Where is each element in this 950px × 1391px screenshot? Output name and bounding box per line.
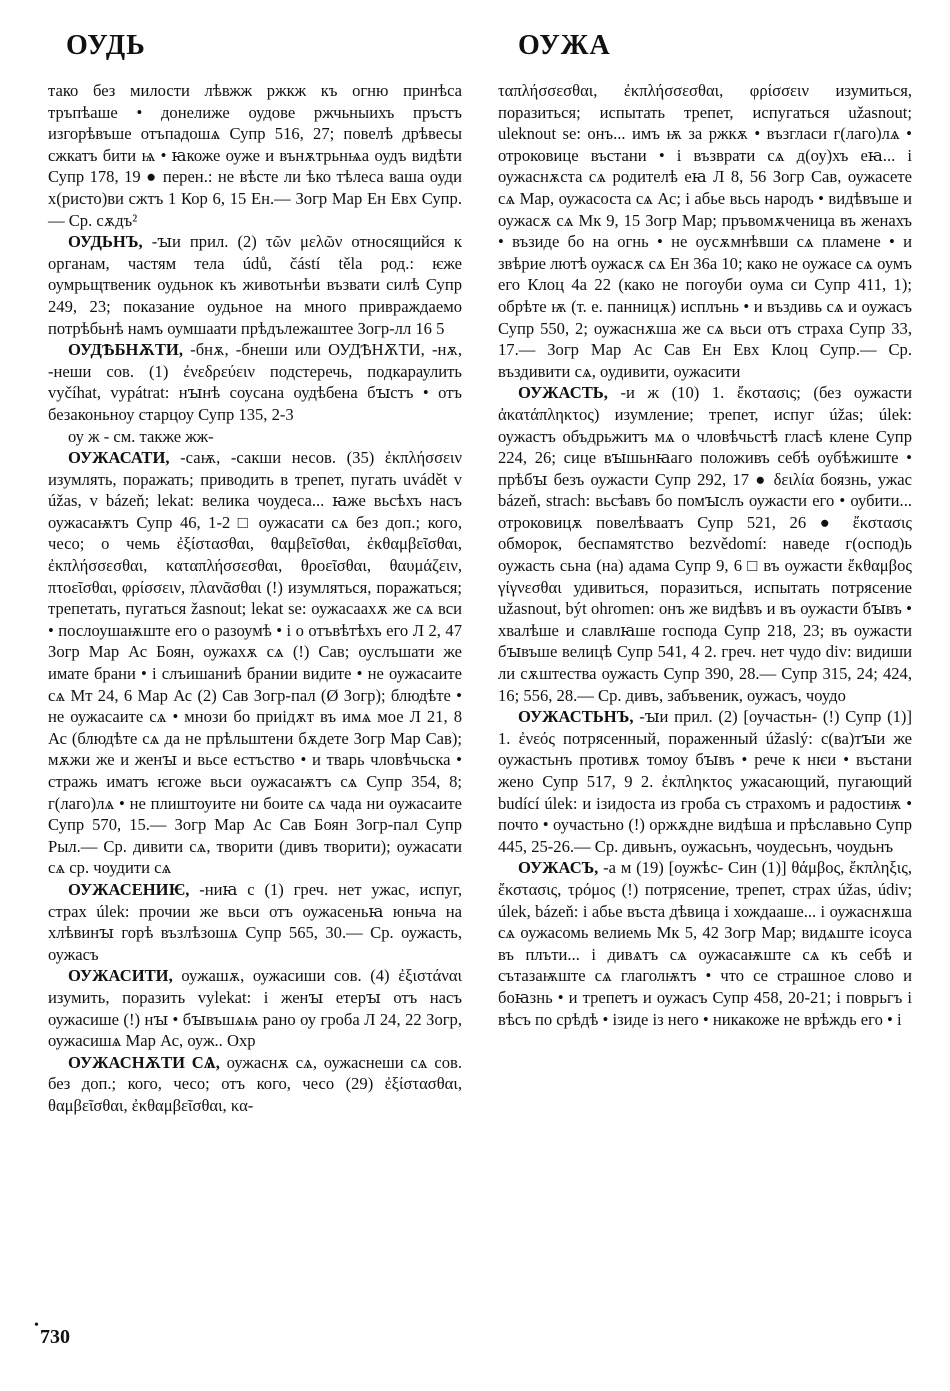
entry-headword: ОУЖАСНѪТИ СѦ,: [68, 1052, 220, 1072]
running-head-right: ОУЖА: [518, 30, 611, 61]
dictionary-entry: [48, 447, 462, 879]
entry-headword: ОУЖАСЪ,: [518, 858, 599, 878]
dictionary-entry: [48, 80, 462, 231]
entry-headword: ОУДЬНЪ,: [68, 232, 143, 252]
entry-body: -ниꙗ с (1) греч. нет ужас, испуг, страх úlek: прочии же вьси отъ оужасеньꙗ юньча на хлѣвинꙑ горѣ възлѣзошѧ Супр 565, 30.— Ср. оужасть, оужасъ: [48, 879, 462, 964]
entry-body: -саѭ, -сакши несов. (35) ἐκπλήσσειν изумлять, поражать; приводить в трепет, пугать uvádět v úžas, v bázeň; lekat: велика чоудеса... ꙗже вьсѣхъ насъ оужасаѭтъ Супр 46, 1-2 □ оужасати сѧ без доп.; кого, чесо; о чемь ἐξίστασθαι, θαμβεῖσθαι, ἐκθαμβεῖσθαι, ἐκπλήσσεσθαι, καταπλήσσεσθαι, θροεῖσθαι, θαυμάζειν, πτοεῖσθαι, φρίσσειν, πλανᾶσθαι (!) изумляться, поражаться; трепетать, пугаться žasnout; lekat se: оужасаахѫ же сѧ вси • послоушаѭште его о разоумѣ • і о отъвѣтѣхъ его Л 2, 47 Зогр Мар Ас Боян, оужахѫ сѧ (!) Сав; оуслъшати же имате брани • і слъишаниѣ брании видите • не оужасаите сѧ Мт 24, 6 Мар Ас (2) Сав Зогр-пал (Ø Зогр); блюдѣте • не оужасаите сѧ • мнози бо приідѫт въ имѧ мое Л 21, 8 Ас (блюдѣте сѧ да не прѣльштени бѫдете Зогр Мар Сав); мѫжи же и женꙑ и вьсе естъство • и тварь чловѣчьска • стражь иматъ ѥгоже вьси оужасаѭтъ сѧ Супр 354, 8; г(лаго)лѧ • не плиштоуите ни боите сѧ чада ни оужасаите Супр 570, 15.— Зогр Мар Ас Сав Боян Зогр-пал Супр Рыл.— Ср. дивити сѧ, творити (дивъ творити); оужасати сѧ ср. чоудити сѧ: [48, 448, 462, 878]
dictionary-entry: [48, 231, 462, 339]
entry-body: -а м (19) [оужѣс- Син (1)] θάμβος, ἔκπληξις, ἔκστασις, τρόμος (!) потрясение, трепет, страх úžas, údiv; úlek, bázeň: і абье въста дѣвица і хождааше... і оужаснѫша сѧ оужасомь велиемь Мк 5, 42 Зогр Мар; видѧште ісоуса въ плъти... і дивѧтъ сѧ оужасаѭште сѧ къ себѣ и сътазаѭште сѧ глаголѭтъ • что се страшное слово и боꙗзнь • и трепетъ и оужасъ Супр 458, 20-21; і поврьгъ і вѣсъ по срѣдѣ • ізиде із него • никакоже не врѣждь его • і: [498, 858, 912, 1029]
entry-body: оужашѫ, оужасиши сов. (4) ἐξιστάναι изумить, поразить vylekat: і женꙑ етерꙑ отъ насъ оужасише (!) нꙑ • бꙑвъшѧѩ рано оу гроба Л 24, 22 Зогр, оужасишѧ Мар Ас, оуж.. Охр: [48, 966, 462, 1051]
right-column: [498, 80, 912, 1030]
entry-body: -ꙑи прил. (2) [оучастьн- (!) Супр (1)] 1. ἐνεός потрясенный, пораженный úžaslý: с(ва)тꙑи же оужастьнъ противѫ томоу бꙑвъ • рече к нѥи • въстани жено Супр 517, 9 2. ἐκπληκτος ужасающий, пугающий budící úlek: и ізидоста из гроба съ страхомъ и радостиѭ • почто • оучастьно (!) оржѫдне видѣша и прѣславьно Супр 445, 25-26.— Ср. дивьнъ, оужасьнъ, чоудесьнъ, чоудьнъ: [498, 707, 912, 856]
dictionary-entry: [498, 857, 912, 1030]
entry-headword: ОУЖАСЕНИѤ,: [68, 879, 190, 899]
entry-headword: ОУЖАСИТИ,: [68, 966, 173, 986]
entry-body: -ꙑи прил. (2) τῶν μελῶν относящийся к органам, частям тела údů, částí těla род.: ѥже оумрьщтвеник оудьнок къ животьнѣи възвати силѣ Супр 249, 23; показание оудьное на много привраждаемо потрѣбьнѣ намъ оумшаати прѣдълежаштее Зогр-лл 16 5: [48, 232, 462, 338]
dictionary-entry: [498, 80, 912, 382]
entry-headword: ОУДѢБНѪТИ,: [68, 340, 183, 360]
dictionary-entry: [498, 706, 912, 857]
entry-headword: ОУЖАСТЬ,: [518, 383, 608, 403]
entry-body: ταπλήσσεσθαι, ἐκπλήσσεσθαι, φρίσσειν изумиться, поразиться; испытать трепет, испугаться užasnout; uleknout se: онъ... имъ ѭ за ржкѫ • възгласи г(лаго)лѧ • отроковице въстани • і възврати сѧ д(оу)хъ еꙗ... і оужаснѫста сѧ родителѣ еꙗ Л 8, 56 Зогр Сав, оужасете сѧ Мар, оужасоста сѧ Ас; і абье вьсь народъ • видѣвъше и оужасѫ сѧ Мк 9, 15 Зогр Мар; пръвомѫченица въ женахъ • възиде бо на огнь • не оусѫмнѣвши сѧ пламене • и звѣрие лютѣ оужасѫ сѧ Ен 36а 10; како не оужасе сѧ оумъ его Клоц 4а 22 (како не погоуби оума си Супр 411, 1); обрѣте ѭ (т. е. панницѫ) исплънь • и въздивь сѧ и оужасъ Супр 550, 2; оужаснѫша же сѧ вьси отъ страха Супр 33, 17.— Зогр Мар Ас Сав Ен Евх Клоц Супр.— Ср. въздивити сѧ, оудивити, оужасити: [498, 81, 912, 381]
dictionary-entry: [48, 426, 462, 448]
page-number: 730: [40, 1326, 70, 1348]
dictionary-entry: [48, 879, 462, 965]
entry-body: -и ж (10) 1. ἔκστασις; (без оужасти ἀκατάπληκτος) изумление; трепет, испуг úžas; úlek: оужастъ объдрьжитъ мѧ о чловѣчьстѣ гласѣ клене Супр 224, 26; сице вꙑшьнꙗаго положивъ себѣ оубѣжиште • прѣбꙑ безъ оужасти Супр 292, 17 ● δειλία боязнь, ужас bázeň, strach: вьсѣавъ бо помꙑслъ оужасти его • оубити... отроковицѫ повелѣваатъ Супр 521, 26 ● ἔκστασις обморок, беспамятство bezvědomí: наведе г(оспод)ь оужасть сьна (на) адама Супр 9, 6 □ въ оужасти ἔκθαμβος γίγνεσθαι удивиться, поразиться, испытать потрясение užasnout, být ohromen: онъ же видѣвъ и въ оужасти бꙑвъ • хвалѣше и славлꙗше господа Супр 218, 23; въ оужасти бꙑвъше велицѣ Супр 541, 4 2. греч. нет чудо div: видиши ли сѫштества оужасть Супр 390, 28.— Супр 315, 24; 424, 16; 556, 28.— Ср. дивъ, забъвеник, оужасъ, чоудо: [498, 383, 912, 705]
running-head-left: ОУДЬ: [66, 30, 146, 61]
entry-headword: ОУЖАСАТИ,: [68, 448, 170, 468]
entry-headword: ОУЖАСТЬНЪ,: [518, 707, 634, 727]
dictionary-entry: [48, 965, 462, 1051]
entry-body: -бнѫ, -бнеши или ОУДѢНѪТИ, -нѫ, -неши сов. (1) ἐνεδρεύειν подстеречь, подкараулить vyčíhat, vypátrat: нꙑнѣ соусана оудѣбена бꙑстъ • отъ безаконьноу старцоу Супр 135, 2-3: [48, 340, 462, 424]
margin-dot: •: [34, 1318, 39, 1333]
entry-body: тако без милости лѣвжж ржкж къ огню принѣса тръпѣаше • донелиже оудове ржчьныихъ пръстъ изгорѣвъше отъпадошѧ Супр 516, 27; повелѣ дрѣвесы сжкатъ бити ѩ • ꙗкоже оуже и вънѫтрьнѩа оудъ видѣти Супр 178, 19 ● перен.: не вѣсте ли ѣко тѣлеса ваша оуди х(ристо)ви сжтъ 1 Кор 6, 15 Ен.— Зогр Мар Ен Евх Супр.— Ср. сѫдъ²: [48, 81, 462, 230]
entry-body: оу ж - см. также жж-: [68, 426, 214, 446]
entry-body: оужаснѫ сѧ, оужаснеши сѧ сов. без доп.; кого, чесо; отъ кого, чесо (29) ἐξίστασθαι, θαμβεῖσθαι, ἐκθαμβεῖσθαι, κα-: [48, 1052, 462, 1115]
dictionary-entry: [48, 339, 462, 425]
dictionary-entry: [48, 1052, 462, 1117]
dictionary-entry: [498, 382, 912, 706]
left-column: [48, 80, 462, 1117]
